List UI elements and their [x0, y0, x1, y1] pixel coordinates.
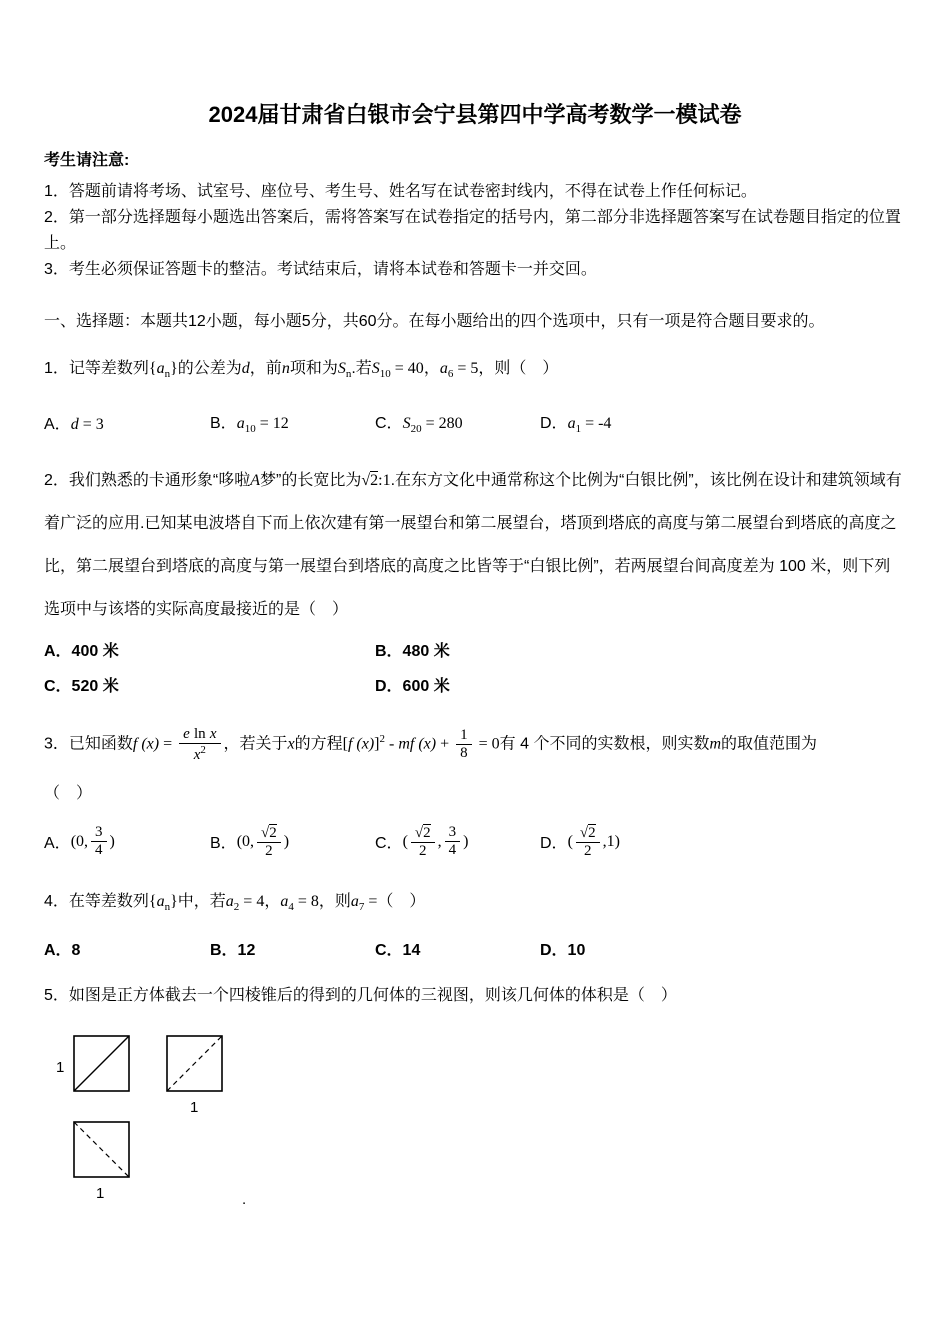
text-run: ，则 — [318, 893, 351, 911]
math-value: = 3 — [78, 416, 104, 434]
math-brace: } — [170, 360, 178, 377]
math-value: = 4 — [239, 893, 265, 911]
math-value: = 40 — [390, 360, 424, 377]
option-label: A． — [44, 416, 71, 434]
question-2-options — [44, 639, 906, 700]
text-run: 的取值范围为 — [721, 735, 818, 753]
math-exponent: 2 — [200, 743, 206, 756]
sqrt-expression — [361, 471, 378, 489]
math-sub: n — [345, 368, 352, 381]
fraction-numerator — [257, 824, 281, 843]
math-paren: ( — [402, 832, 408, 850]
math-equals: = — [159, 735, 177, 753]
math-var: m — [709, 735, 722, 753]
math-bracket: ] — [374, 735, 380, 753]
fraction-numerator: 3 — [91, 824, 107, 842]
fraction-numerator — [179, 725, 220, 744]
math-var: A — [250, 472, 261, 490]
math-paren: (0, — [236, 832, 255, 850]
math-var: n — [281, 360, 290, 377]
math-var: a — [350, 893, 359, 911]
question-4-option-b: B．12 — [210, 942, 256, 960]
radicand: 2 — [269, 824, 277, 841]
question-1-option-b — [210, 410, 375, 435]
notice-item-3: 3．考生必须保证答题卡的整洁。考试结束后，请将本试卷和答题卡一并交回。 — [44, 261, 597, 278]
math-value: = — [364, 893, 378, 911]
fraction-numerator: 1 — [456, 727, 472, 745]
math-function: f (x) — [347, 735, 375, 753]
math-value: = 280 — [421, 415, 463, 433]
math-var: x — [193, 746, 201, 763]
text-run: （ ） — [377, 893, 426, 911]
math-brace: } — [170, 893, 178, 911]
math-var: x — [287, 735, 295, 753]
fraction — [445, 824, 461, 860]
math-operator: - — [385, 735, 399, 753]
math-var: S — [402, 415, 411, 433]
side-view-diagonal-dashed — [167, 1036, 222, 1091]
notice-heading: 考生请注意: — [44, 152, 130, 169]
front-view-diagonal-solid — [74, 1036, 129, 1091]
text-run: 2．我们熟悉的卡通形象“哆啦 — [44, 472, 251, 490]
math-sub: 20 — [410, 423, 422, 436]
fraction-numerator — [411, 824, 435, 843]
math-var: a — [280, 893, 289, 911]
question-1 — [44, 355, 906, 435]
math-value: = -4 — [581, 415, 612, 433]
text-run: 有 4 个不同的实数根，则实数 — [499, 735, 710, 753]
fraction — [576, 824, 600, 861]
math-paren: ( — [567, 832, 573, 850]
radical-sign-icon: √ — [414, 824, 424, 841]
top-view-diagonal-dashed — [74, 1122, 129, 1177]
text-run: 项和为 — [289, 360, 338, 377]
fraction-denominator: 2 — [419, 842, 427, 859]
fraction-numerator — [576, 824, 600, 843]
math-var: d — [70, 416, 79, 434]
question-5-stem: 5．如图是正方体截去一个四棱锥后的得到的几何体的三视图，则该几何体的体积是（ ） — [44, 987, 677, 1005]
math-var: a — [225, 893, 234, 911]
math-exponent: 2 — [379, 733, 385, 746]
math-var: a — [567, 415, 576, 433]
text-run: 3．已知函数 — [44, 735, 133, 753]
fraction-denominator: 4 — [448, 842, 457, 859]
question-4-option-a: A．8 — [44, 942, 81, 960]
question-4-option-c: C．14 — [375, 942, 421, 960]
math-term: mf (x) — [398, 735, 437, 753]
notice-item-1: 1．答题前请将考场、试室号、座位号、考生号、姓名写在试卷密封线内，不得在试卷上作任何标记。 — [44, 183, 757, 200]
text-run: 的方程 — [294, 735, 343, 753]
notice-item-2: 2．第一部分选择题每小题选出答案后，需将答案写在试卷指定的括号内，第二部分非选择题答案写在试卷题目指定的位置上。 — [44, 209, 901, 252]
option-label: D． — [540, 835, 568, 853]
math-var: a — [156, 360, 165, 377]
question-3-options — [44, 824, 906, 861]
math-comma: , — [437, 832, 442, 850]
question-1-option-c — [375, 410, 540, 435]
question-4-option-d: D．10 — [540, 942, 586, 960]
option-label: B． — [210, 835, 237, 853]
option-label: A． — [44, 835, 71, 853]
option-label: B． — [210, 415, 237, 433]
math-operator: + — [436, 735, 454, 753]
dimension-label: 1 — [190, 1099, 199, 1117]
question-4-stem — [44, 888, 906, 921]
text-run: 梦”的长宽比为 — [260, 472, 362, 490]
page-title: 2024届甘肃省白银市会宁县第四中学高考数学一模试卷 — [208, 102, 742, 127]
text-run: 的公差为 — [177, 360, 242, 377]
math-sub: 10 — [379, 368, 391, 381]
math-var: d — [241, 360, 250, 377]
math-value: :1 — [378, 472, 391, 490]
math-brace: { — [148, 893, 157, 911]
radical-sign-icon: √ — [361, 472, 371, 490]
text-run: 1．记等差数列 — [44, 360, 149, 377]
question-2-option-c: C．520 米 — [44, 678, 119, 696]
question-2-option-d: D．600 米 — [375, 678, 450, 696]
math-brace: { — [148, 360, 157, 377]
math-sub: 6 — [447, 368, 454, 381]
math-var: S — [371, 360, 380, 377]
text-run: ，则（ ） — [478, 360, 559, 377]
question-3-option-c — [375, 824, 540, 861]
text-run: .若 — [351, 360, 372, 377]
fraction-denominator: 4 — [95, 842, 103, 859]
question-1-option-a — [44, 411, 210, 434]
section-heading: 一、选择题：本题共12小题，每小题5分，共60分。在每小题给出的四个选项中，只有一项是符合题目要求的。 — [44, 313, 825, 330]
question-4 — [44, 888, 906, 960]
math-paren: ,1) — [602, 832, 620, 850]
fraction — [257, 824, 281, 861]
radical-sign-icon: √ — [579, 824, 589, 841]
math-var: a — [236, 415, 245, 433]
math-paren: ) — [283, 832, 290, 850]
math-value: = 8 — [293, 893, 319, 911]
question-2-option-a: A．400 米 — [44, 643, 119, 661]
stray-dot: . — [242, 1191, 247, 1209]
math-sub: 10 — [244, 423, 256, 436]
option-label: D． — [540, 415, 568, 433]
question-3-option-a — [44, 824, 210, 860]
question-1-option-d — [540, 410, 906, 435]
math-sub: 7 — [358, 901, 365, 914]
math-equals: = 0 — [474, 735, 500, 753]
radicand: 2 — [588, 824, 596, 841]
question-3 — [44, 718, 906, 860]
math-operator: ln — [193, 725, 206, 742]
math-sub: 2 — [233, 901, 240, 914]
math-sub: 4 — [288, 901, 294, 914]
fraction-denominator: 2 — [265, 842, 273, 859]
radicand: 2 — [423, 824, 431, 841]
text-run: ，前 — [249, 360, 282, 377]
fraction-denominator: 2 — [584, 842, 592, 859]
fraction — [91, 824, 107, 860]
dimension-label: 1 — [56, 1059, 65, 1077]
fraction — [456, 727, 472, 763]
question-5 — [44, 982, 906, 1217]
question-3-answer-paren: （ ） — [44, 784, 93, 802]
text-run: ，若关于 — [223, 735, 288, 753]
text-run: 4．在等差数列 — [44, 893, 149, 911]
question-2 — [44, 459, 906, 700]
math-sub: n — [164, 368, 171, 381]
math-var: a — [156, 893, 165, 911]
question-4-options — [44, 937, 906, 960]
math-paren: (0, — [70, 832, 89, 850]
question-1-options — [44, 410, 906, 435]
fraction — [411, 824, 435, 861]
math-paren: ) — [463, 832, 469, 850]
math-value: = 12 — [255, 415, 289, 433]
math-var: e — [183, 725, 190, 742]
math-bracket: [ — [342, 735, 348, 753]
three-view-figure — [44, 1032, 314, 1212]
math-function: f (x) — [132, 735, 160, 753]
question-2-option-b: B．480 米 — [375, 643, 450, 661]
radical-sign-icon: √ — [261, 824, 270, 841]
radicand: 2 — [370, 472, 379, 490]
text-run: 中，若 — [177, 893, 226, 911]
math-paren: ) — [109, 832, 115, 850]
question-2-stem — [44, 459, 906, 631]
question-1-stem — [44, 355, 906, 388]
option-label: C． — [375, 415, 403, 433]
math-var: a — [439, 360, 448, 377]
option-label: C． — [375, 835, 403, 853]
fraction-denominator — [179, 744, 220, 764]
text-run: ， — [423, 360, 440, 377]
question-3-stem — [44, 718, 906, 765]
question-3-option-b — [210, 824, 375, 861]
math-var: S — [337, 360, 346, 377]
fraction-numerator: 3 — [445, 824, 461, 842]
math-value: = 5 — [453, 360, 479, 377]
fraction-denominator: 8 — [460, 744, 468, 761]
text-run: ， — [264, 893, 281, 911]
text-run: .在东方文化中通常称这个比例为“白银比例”，该比例在设计和建筑领域有着广泛的应用.已知某电波塔自下而上依次建有第一展望台和第二展望台，塔顶到塔底的高度与第二展望台到塔底的高度之比，第二展望台到塔底的高度与第一展望台到塔底的高度之比皆等于“白银比例”，若两展望台间高度差为 100 米，则下列选项中与该塔的实际高度最接近的是（ ） — [44, 472, 902, 619]
math-var: x — [209, 725, 217, 742]
math-sub: n — [164, 901, 171, 914]
three-view-figure-wrap — [44, 1032, 906, 1217]
fraction — [179, 725, 220, 765]
question-3-option-d — [540, 824, 906, 861]
math-sub: 1 — [575, 423, 582, 436]
dimension-label: 1 — [96, 1185, 105, 1203]
